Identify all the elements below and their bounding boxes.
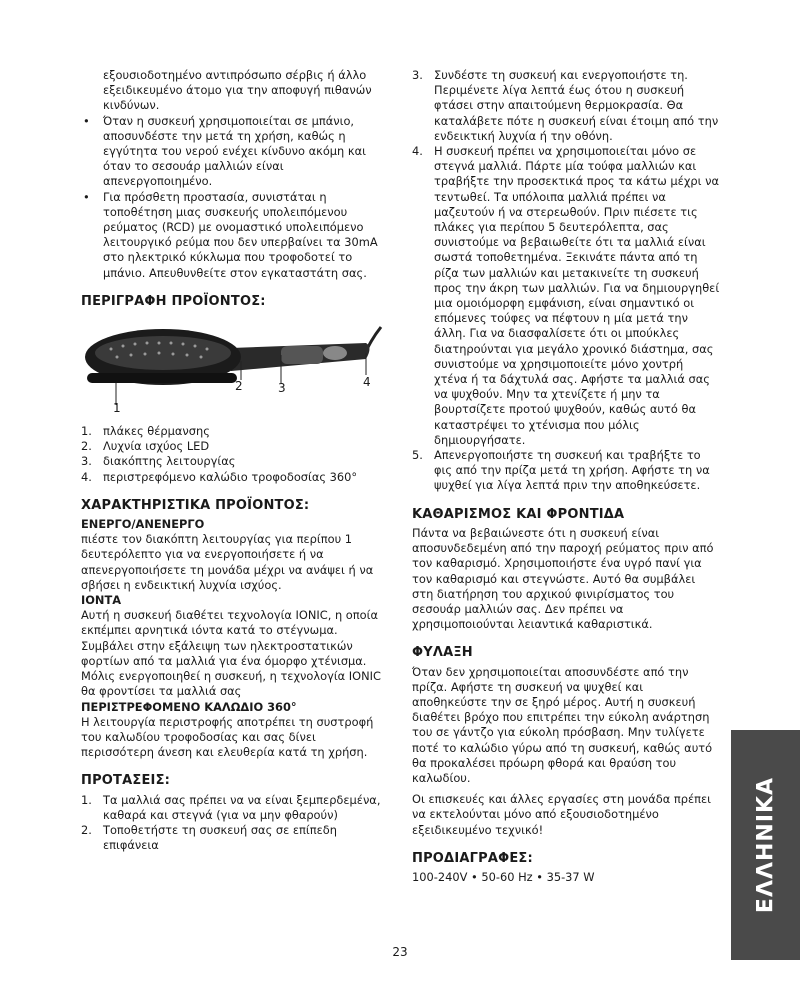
list-item: 4. Η συσκευή πρέπει να χρησιμοποιείται μόνο σε στεγνά μαλλιά. Πάρτε μία τούφα μαλλιών και τραβήξτε την προσεκτικά προς τα κάτω μέχρι να τεντωθεί. Τα υπόλοιπα μαλλιά πρέπει να μαζευτούν ή να στερεωθούν. Πριν πιέσετε τις πλάκες για περίπου 5 δευτερόλεπτα, σας συνιστούμε να βεβαιωθείτε ότι τα μαλλιά είναι σωστά τοποθετημένα. Ξεκινάτε πάντα από τη ρίζα των μαλλιών και μετακινείτε τη συσκευή προς την άκρη των μαλλιών. Για να δημιουργηθεί μια ομοιόμορφη εμφάνιση, είναι σημαντικό οι επόμενες τούφες να πέφτουν η μία μετά την άλλη. Για να διασφαλίσετε ότι οι μπούκλες διατηρούνται για μεγάλο χρονικό διάστημα, σας συνιστούμε να χρησιμοποιείτε μόνο χοντρή χτένα ή τα δάχτυλά σας. Αφήστε τα μαλλιά σας να ψυχθούν. Μην τα χτενίζετε ή μην τα βουρτσίζετε προτού ψυχθούν, καθώς αυτό θα καταστρέψει το χτένισμα που μόλις δημιουργήσατε.	[412, 144, 720, 447]
figure-label-2: 2	[235, 379, 243, 394]
page-number: 23	[392, 945, 408, 959]
cleaning-text: Πάντα να βεβαιώνεστε ότι η συσκευή είναι αποσυνδεδεμένη από την παροχή ρεύματος πριν από τον καθαρισμό. Χρησιμοποιήστε ένα υγρό πανί για τον καθαρισμό και στεγνώστε. Αυτό θα συμβάλει στη διατήρηση του αρχικού φινιρίσματος του σεσουάρ μαλλιών σας. Δεν πρέπει να χρησιμοποιούνται λειαντικά καθαριστικά.	[412, 525, 714, 632]
right-column	[412, 68, 720, 885]
brush-drawing	[81, 313, 383, 418]
figure-label-1: 1	[113, 401, 121, 416]
product-description-heading: ΠΕΡΙΓΡΑΦΗ ΠΡΟΪΟΝΤΟΣ:	[81, 293, 266, 309]
onoff-text: πιέστε τον διακόπτη λειτουργίας για περίπου 1 δευτερόλεπτο για να ενεργοποιήσετε ή να απενεργοποιήσετε τη μονάδα μέχρι να ανάψει ή να σβήσει η ενδεικτική λυχνία ισχύος.	[81, 532, 374, 592]
list-item: 1. πλάκες θέρμανσης	[81, 424, 210, 439]
product-illustration	[81, 313, 383, 418]
figure-label-4: 4	[363, 375, 371, 390]
intro-continuation: εξουσιοδοτημένο αντιπρόσωπο σέρβις ή άλλο εξειδικευμένο άτομο για την αποφυγή πιθανών κινδύνων.	[103, 68, 372, 113]
list-item: 3. διακόπτης λειτουργίας	[81, 454, 236, 469]
language-side-tab	[731, 730, 800, 960]
steps-list	[412, 68, 720, 494]
ion-text: Αυτή η συσκευή διαθέτει τεχνολογία IONIC, η οποία εκπέμπει αρνητικά ιόντα κατά το στέγνωμα. Συμβάλει στην εξάλειψη των ηλεκτροστατικών φορτίων από τα μαλλιά για ένα όμορφο χτένισμα. Μόλις ενεργοποιηθεί η συσκευή, η τεχνολογία IONIC θα φροντίσει τα μαλλιά σας	[81, 608, 381, 699]
list-item: 2. Τοποθετήστε τη συσκευή σας σε επίπεδη επιφάνεια	[81, 822, 337, 853]
ion-heading: ΙΟΝΤΑ	[81, 593, 122, 608]
figure-label-3: 3	[278, 381, 286, 396]
tips-list	[81, 793, 383, 854]
language-label: ΕΛΛΗΝΙΚΑ	[753, 776, 778, 914]
cord-text: Η λειτουργία περιστροφής αποτρέπει τη συστροφή του καλωδίου τροφοδοσίας και σας δίνει περισσότερη άνεση και ελευθερία κατά τη χρήση.	[81, 714, 374, 760]
storage-text: Όταν δεν χρησιμοποιείται αποσυνδέστε από την πρίζα. Αφήστε τη συσκευή να ψυχθεί και αποθηκεύστε την σε ξηρό μέρος. Αυτή η συσκευή διαθέτει βρόχο που επιτρέπει την εύκολη ανάρτηση του σε γάντζο για εύκολη πρόσβαση. Μην τυλίγετε ποτέ το καλώδιο γύρω από τη συσκευή, καθώς αυτό θα προκαλέσει πρόωρη φθορά και θραύση του καλωδίου.	[412, 664, 713, 785]
safety-bullet-rcd: • Για πρόσθετη προστασία, συνιστάται η τοποθέτηση μιας συσκευής υπολειπόμενου ρεύματος (RCD) με ονομαστικό υπολειπόμενο λειτουργικό ρεύμα που δεν υπερβαίνει τα 30mA στο ηλεκτρικό κύκλωμα που τροφοδοτεί το μπάνιο. Απευθυνθείτε στον εγκαταστάτη σας.	[81, 190, 383, 281]
onoff-heading: ΕΝΕΡΓΟ/ΑΝΕΝΕΡΓΟ	[81, 517, 205, 532]
list-item: 2. Λυχνία ισχύος LED	[81, 439, 210, 454]
cord-heading: ΠΕΡΙΣΤΡΕΦΟΜΕΝΟ ΚΑΛΩΔΙΟ 360°	[81, 699, 297, 714]
repair-text: Οι επισκευές και άλλες εργασίες στη μονάδα πρέπει να εκτελούνται μόνο από εξουσιοδοτημένο εξειδικευμένο τεχνικό!	[412, 792, 711, 837]
parts-list	[81, 424, 383, 485]
storage-heading: ΦΥΛΑΞΗ	[412, 645, 473, 661]
list-item: 5. Απενεργοποιήστε τη συσκευή και τραβήξτε το φις από την πρίζα μετά τη χρήση. Αφήστε τη να ψυχθεί για λίγα λεπτά πριν την αποθηκεύσετε.	[412, 448, 710, 493]
specs-text: 100-240V • 50-60 Hz • 35-37 W	[412, 869, 595, 884]
features-heading: ΧΑΡΑΚΤΗΡΙΣΤΙΚΑ ΠΡΟΪΟΝΤΟΣ:	[81, 497, 310, 513]
list-item: 1. Τα μαλλιά σας πρέπει να να είναι ξεμπερδεμένα, καθαρά και στεγνά (για να μην φθαρούν)	[81, 792, 381, 822]
cleaning-heading: ΚΑΘΑΡΙΣΜΟΣ ΚΑΙ ΦΡΟΝΤΙΔΑ	[412, 506, 625, 522]
tips-heading: ΠΡΟΤΑΣΕΙΣ:	[81, 773, 171, 789]
left-column	[81, 68, 383, 853]
list-item: 4. περιστρεφόμενο καλώδιο τροφοδοσίας 360°	[81, 469, 358, 484]
specs-heading: ΠΡΟΔΙΑΓΡΑΦΕΣ:	[412, 850, 533, 866]
list-item: 3. Συνδέστε τη συσκευή και ενεργοποιήστε τη. Περιμένετε λίγα λεπτά έως ότου η συσκευή φτάσει στην απαιτούμενη θερμοκρασία. Θα καταλάβετε πότε η συσκευή είναι έτοιμη από την ενδεικτική λυχνία ή την οθόνη.	[412, 68, 719, 143]
safety-bullet-bathroom: • Όταν η συσκευή χρησιμοποιείται σε μπάνιο, αποσυνδέστε την μετά τη χρήση, καθώς η εγγύτητα του νερού ενέχει κίνδυνο ακόμη και όταν το σεσουάρ μαλλιών είναι απενεργοποιημένο.	[81, 114, 383, 190]
power-switch-shape	[281, 346, 323, 364]
